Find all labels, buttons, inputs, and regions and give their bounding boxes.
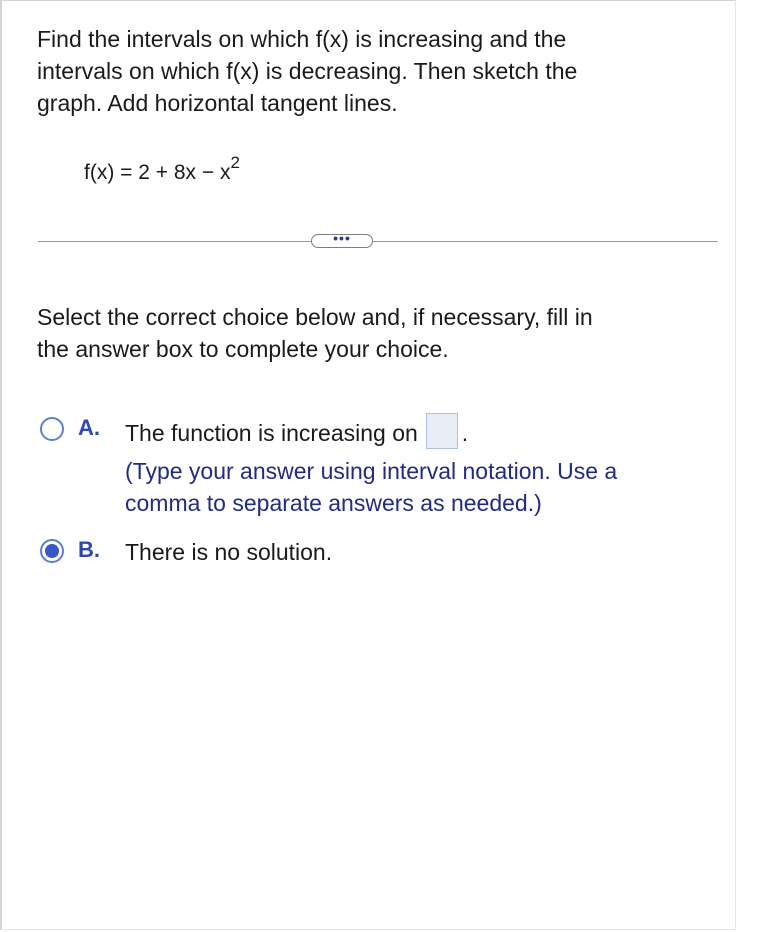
hint-line-2: comma to separate answers as needed.) <box>125 490 542 516</box>
instructions-line-1: Select the correct choice below and, if necessary, fill in <box>37 304 593 330</box>
question-line-3: graph. Add horizontal tangent lines. <box>37 90 398 116</box>
choice-a-radio[interactable] <box>40 417 64 441</box>
choice-a-letter: A. <box>78 415 100 440</box>
section-divider <box>38 241 718 242</box>
question-line-2: intervals on which f(x) is decreasing. Then sketch the <box>37 58 578 84</box>
choice-b-text: There is no solution. <box>125 539 333 565</box>
choice-a-period: . <box>461 420 469 447</box>
expand-more-button[interactable] <box>311 230 373 248</box>
formula-exponent: 2 <box>230 153 240 172</box>
choice-a-text <box>125 417 468 453</box>
question-line-1: Find the intervals on which f(x) is increasing and the <box>37 26 567 52</box>
choice-a-hint <box>125 455 617 519</box>
question-text <box>37 23 717 119</box>
ellipsis-icon: ••• <box>333 230 351 246</box>
choice-a-label: The function is increasing on <box>125 420 418 447</box>
instructions-line-2: the answer box to complete your choice. <box>37 336 449 362</box>
formula-main: f(x) = 2 + 8x − x <box>84 161 231 184</box>
instructions-text <box>37 301 717 365</box>
choice-b-radio[interactable] <box>40 539 64 563</box>
answer-input-box[interactable] <box>426 413 458 449</box>
function-formula <box>84 153 240 185</box>
hint-line-1: (Type your answer using interval notation. Use a <box>125 458 618 484</box>
choice-b-letter: B. <box>78 537 100 562</box>
